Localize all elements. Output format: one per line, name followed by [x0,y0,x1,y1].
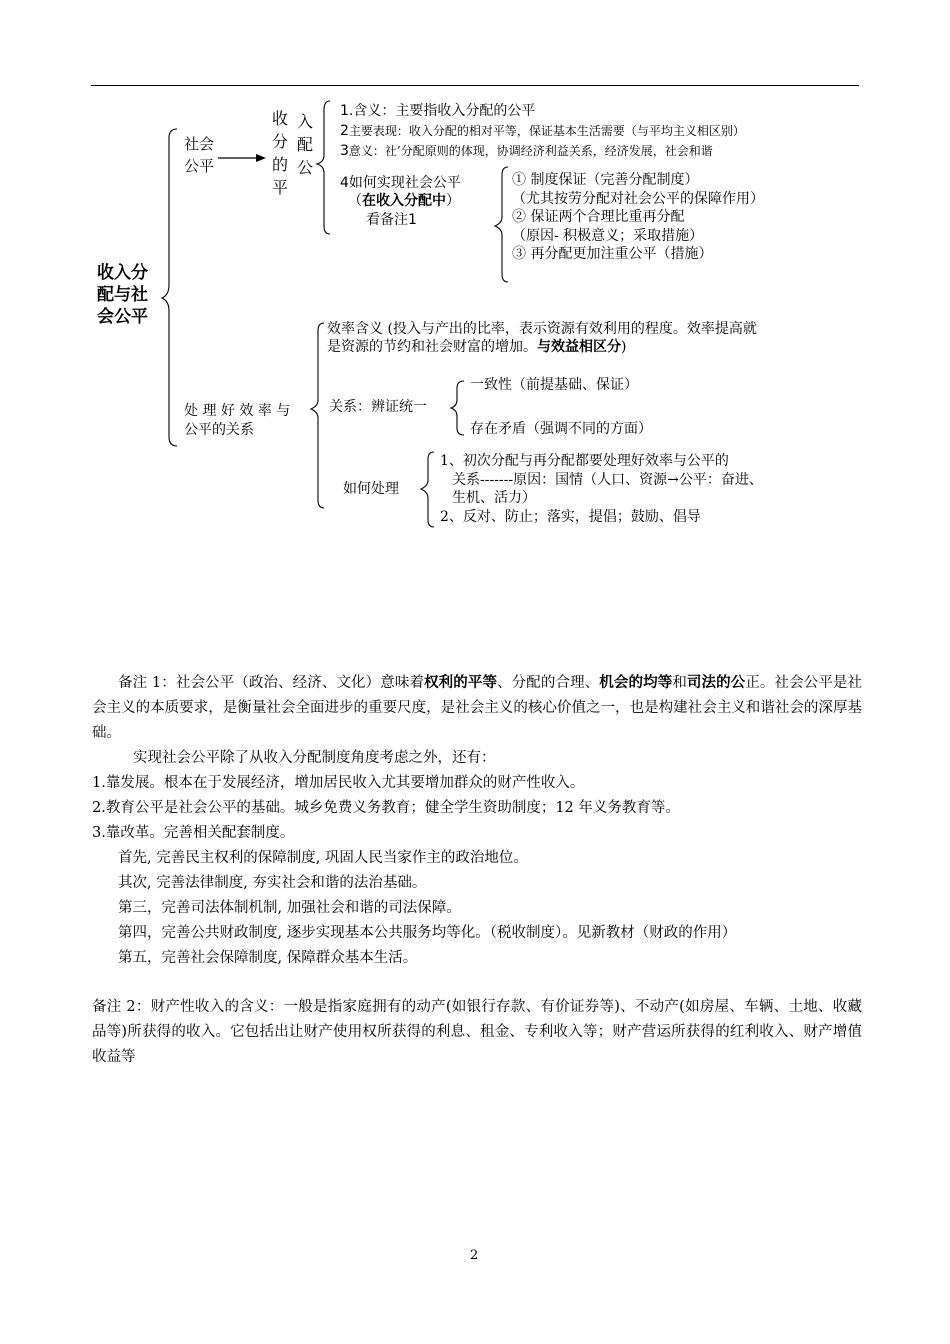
item-4-note-ref: 看备注1 [366,212,417,228]
node-income-fairness-col2: 入 配 公 [297,112,314,177]
note-1: 备注 1：社会公平（政治、经济、文化）意味着权利的平等、分配的合理、机会的均等和司法的公正。社会公平是社会主义的本质要求，是衡量社会全面进步的重要尺度，是社会主义的核心价值之一，也是构建社会主义和谐社会的深厚基础。 实现社会公平除了从收入分配制度角度考虑之外，还有： 1.靠发展。根本在于发展经济，增加居民收入尤其要增加群众的财产性收入。 2.教育公平是社会公平的基础。城乡免费义务教育；健全学生资助制度；12 年义务教育等。 3.靠改革。完善相关配套制度。 首先, 完善民主权利的保障制度, 巩固人民当家作主的政治地位。 其次, 完善法律制度, 夯实社会和谐的法治基础。 第三，完善司法体制机制, 加强社会和谐的司法保障。 第四，完善公共财政制度, 逐步实现基本公共服务均等化。（税收制度）。见新教材（财政的作用） 第五，完善社会保障制度, 保障群众基本生活。 [92,670,862,971]
item-4-title: 4如何实现社会公平 [340,175,461,191]
item-2: 2主要表现：收入分配的相对平等，保证基本生活需要（与平均主义相区别） [340,123,745,139]
note-1-point: 1.靠发展。根本在于发展经济，增加居民收入尤其要增加群众的财产性收入。 [92,775,585,791]
page-number: 2 [470,1248,479,1263]
note-1-lead: 实现社会公平除了从收入分配制度角度考虑之外，还有： [133,750,496,766]
efficiency-definition: 效率含义 (投入与产出的比率，表示资源有效利用的程度。效率提高就 是资源的节约和社会财富的增加。与效益相区分) [327,321,757,355]
note-1-point: 2.教育公平是社会公平的基础。城乡免费义务教育；健全学生资助制度；12 年义务教育等。 [92,800,680,816]
item-1: 1.含义：主要指收入分配的公平 [340,103,536,119]
note-1-point: 3.靠改革。完善相关配套制度。 [92,825,295,841]
handle-label: 如何处理 [343,481,399,497]
realize-line: ③ 再分配更加注重公平（措施） [512,246,713,262]
relation-contradiction: 存在矛盾（强调不同的方面） [470,421,652,437]
note-1-step: 第三，完善司法体制机制, 加强社会和谐的司法保障。 [118,900,461,916]
realize-line: （原因- 积极意义；采取措施） [512,227,704,244]
note-1-step: 其次, 完善法律制度, 夯实社会和谐的法治基础。 [118,875,427,891]
realize-line: （尤其按劳分配对社会公平的保障作用） [512,190,764,207]
item-4-subtitle: （在收入分配中） [348,193,460,209]
node-income-fairness: 收 分 的 平 [272,109,289,197]
relation-label: 关系：辨证统一 [329,399,427,415]
node-social-fairness: 社会 公平 [184,135,215,175]
note-2: 备注 2：财产性收入的含义：一般是指家庭拥有的动产(如银行存款、有价证券等)、不动产(如房屋、车辆、土地、收藏品等)所获得的收入。它包括出让财产使用权所获得的利息、租金、专利收入等；财产营运所获得的红利收入、财产增值收益等 [92,999,862,1065]
handle-list [440,452,763,526]
note-1-step: 首先, 完善民主权利的保障制度, 巩固人民当家作主的政治地位。 [118,850,528,866]
handle-line: 1、初次分配与再分配都要处理好效率与公平的 [440,453,729,469]
realize-line: ② 保证两个合理比重再分配 [512,209,685,225]
note-1-step: 第五，完善社会保障制度, 保障群众基本生活。 [118,950,418,966]
handle-line: 关系-------原因：国情（人口、资源→公平：奋进、 [452,471,763,488]
handle-line: 生机、活力） [452,490,536,506]
relation-consistency: 一致性（前提基础、保证） [470,377,638,393]
node-efficiency-fairness: 处 理 好 效 率 与 公平的关系 [184,403,291,438]
note-1-step: 第四，完善公共财政制度, 逐步实现基本公共服务均等化。（税收制度）。见新教材（财政的作用） [118,925,737,941]
handle-line: 2、反对、防止；落实，提倡；鼓励、倡导 [440,508,701,525]
realize-line: ① 制度保证（完善分配制度） [512,172,699,188]
realize-list [512,171,764,264]
root-label: 收入分 配与社 会公平 [97,263,148,327]
item-3: 3意义：社’分配原则的体现，协调经济利益关系，经济发展，社会和谐 [340,143,713,159]
